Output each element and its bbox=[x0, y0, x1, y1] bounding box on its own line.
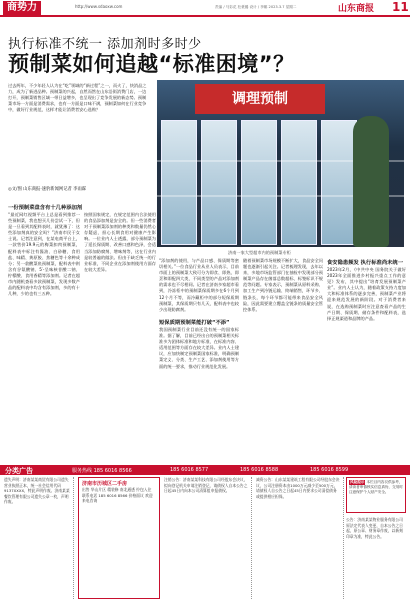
ad-phone: 服务热线 185 6016 8566 bbox=[72, 468, 132, 474]
article-column-3: 我国预制菜行业目前还没有统一的国家标准。据了解，目前已经出台的预制菜相关标准多为团体标准和地方标准，在标准内容、适用范围等方面存在较大差异。业内人士建议，应加快制定预制菜国家标准，明确预制菜定义、分类、生产工艺、添加剂使用等方面的统一要求，推动行业规范化发展。 bbox=[159, 327, 239, 369]
article-column-1: “最近网红视频平台上总是看到推荐一些预制菜，我也想买几份尝试一下，但是一旦看到其配料表时，就犹豫了：这些添加剂真的安全吗？”济南市民于女士说。记者注意到，在某电商平台上，一款售价19.9元的梅菜扣肉预制菜，配料表中标注有酱油、白砂糖、食用盐、味精、黄原胶、焦糖色等十余种成分；另一款酸菜鱼预制菜，配料表中则含有谷氨酸钠、5′-呈味核苷酸二钠、柠檬酸、食用香精等添加剂。记者在超市内随机查看多款预制菜，发现多数产品的配料表中均含有添加剂，多的有十几种，少的也有三五种。 bbox=[8, 212, 80, 297]
subheading-1: 一份预制菜盘含有十几种添加剂 bbox=[8, 205, 83, 211]
freezer-cabinet bbox=[201, 120, 237, 245]
subheading-2: 短保质期预制菜能打破“不添” bbox=[159, 320, 230, 326]
risk-warning-text: 本栏目内容仅供参考，请读者审慎核实信息真伪，交易时注意保护个人财产安全。 bbox=[349, 480, 403, 494]
newspaper-name: 山东商报 bbox=[338, 4, 375, 14]
article-kicker: 执行标准不统一 添加剂时多时少 bbox=[8, 37, 202, 52]
page-header bbox=[0, 0, 410, 17]
classified-ad: 减资公告：山东某某建筑工程有限公司经股东会决议，公司注册资本由1000万元减少至500万元，请债权人自公告之日起45日内要求公司清偿债务或提供相应担保。 bbox=[256, 477, 344, 599]
article-column-2: 按照国家规定，在规定范围内合法使用的食品添加剂是安全的。但一些消费者对于预制菜添加剂的种类和数量仍然心存疑虑，担心长期食用对健康产生影响。一位业内人士透露，部分预制菜为了延长保质期、改善口感和色泽，会适当添加防腐剂、增味剂等，这在行业内是较普遍的做法。但由于缺乏统一的行业标准，不同企业在添加剂使用方面存在较大差异。 bbox=[84, 212, 156, 272]
ad-phone: 185 6016 8577 bbox=[170, 467, 209, 473]
article-photo bbox=[157, 80, 404, 247]
risk-warning-box bbox=[346, 477, 406, 513]
ad-phone: 185 6016 8588 bbox=[240, 467, 279, 473]
freezer-cabinet bbox=[241, 120, 277, 245]
article-column-3a: “添加剂的使用，与产品口感、保质期等密切相关。”一位食品行业从业人员表示，目前市面上的预制菜大致可分为即食、即热、即烹和即配四大类，不同类型的产品对添加剂的需求也不尽相同。记者在济南多家超市看到，冷冻柜中的预制菜保质期多在6个月到12个月不等，而冷藏柜中的部分短保质期预制菜，其保质期只有几天，配料表中也较少出现防腐剂。 bbox=[159, 258, 239, 312]
subheading-3: 食安隐患频发 执行标准尚未统一 bbox=[327, 260, 404, 266]
article-column-4: 随着预制菜市场规模不断扩大，食品安全问题也逐渐引起关注。记者梳理发现，去年以来，多地市场监管部门在抽检中发现部分预制菜产品存在菌落总数超标、标签标识不规范等问题。专家表示，预制菜从原料采购、加工生产到冷链运输、终端销售，环节多、链条长，每个环节都可能带来食品安全风险，因此需要建立覆盖全链条的质量安全管控体系。 bbox=[243, 258, 323, 312]
article-lead: 过去两年，不少年轻人认为在“吃”领域的“新过程”之一，而火了，快消品之力，成为了新进品种。预制菜的兴起，自然而然在山东沿街消费门店，一边打开，预制菜销售区域一带日益增多，也呈现出了竞争发展的新态势。预制菜市场一方面是消费需求，也有一方面是口味不满，预制菜如何在行业竞争中，做好行业规范，这样才能让消费者安心选购？ bbox=[8, 83, 147, 113]
freezer-cabinet bbox=[281, 120, 317, 245]
featured-ad-text: 出售 华山片区 精装修 南北通透 拎包入住 联系电话 185 6016 8566 价格面议 欢迎来电咨询 bbox=[82, 487, 153, 504]
photo-caption: 济南一家大型超市内的预制菜专柜 bbox=[228, 250, 291, 255]
editor-info: 责编 / 马彩花 杜豪璐 设计 / 李娜 2023.3.7 星期二 bbox=[215, 5, 297, 9]
store-sign: 调理预制 bbox=[195, 84, 325, 114]
freezer-cabinet bbox=[321, 120, 357, 245]
freezer-cabinet bbox=[161, 120, 197, 245]
classified-ads-bar bbox=[0, 465, 410, 475]
featured-ad-title: 济南市历城区二手房 bbox=[82, 481, 128, 487]
risk-warning-label: 风险提示 bbox=[350, 480, 365, 484]
shopper-figure bbox=[353, 116, 389, 247]
classified-title: 分类广告 bbox=[5, 467, 33, 475]
page-number: 11 bbox=[392, 0, 409, 14]
article-byline: ◎文/图 山东商报·速豹新闻网记者 李雨霖 bbox=[8, 187, 87, 192]
featured-ad bbox=[78, 477, 160, 599]
section-label: 商势力 bbox=[3, 1, 41, 15]
classified-ad: 公告：济南某某物业服务有限公司原法定代表人变更，自本公告之日起，原公章、财务章作废，以新刻印章为准，特此公告。 bbox=[346, 517, 403, 539]
classified-ad: 遗失声明：济南某某商贸有限公司遗失营业执照正本，统一社会信用代码9137XXXX，特此声明作废。济南某某餐饮管理有限公司遗失公章一枚，声明作废。 bbox=[4, 477, 74, 599]
website-url[interactable]: http://www.sdaoxw.com bbox=[75, 4, 123, 9]
article-column-5: 2023年2月，《中共中央 国务院关于做好2023年全面推进乡村振兴重点工作的意见》发布，其中提出“培育发展预制菜产业”。业内人士认为，随着政策支持力度加大和标准体系的逐步完善，预制菜产业将迎来规范发展的新阶段。对于消费者来说，在选购预制菜时应注意查看产品的生产日期、保质期、储存条件和配料表，选择正规渠道和品牌的产品。 bbox=[327, 267, 406, 321]
article-headline: 预制菜如何追越“标准困境”？ bbox=[8, 52, 295, 76]
ad-phone: 185 6016 8599 bbox=[310, 467, 349, 473]
classified-ad: 注销公告：济南某某科技有限公司经股东会决议，拟向登记机关申请注销登记，请债权人自本公告之日起45日内向本公司清算组申报债权。 bbox=[164, 477, 252, 599]
